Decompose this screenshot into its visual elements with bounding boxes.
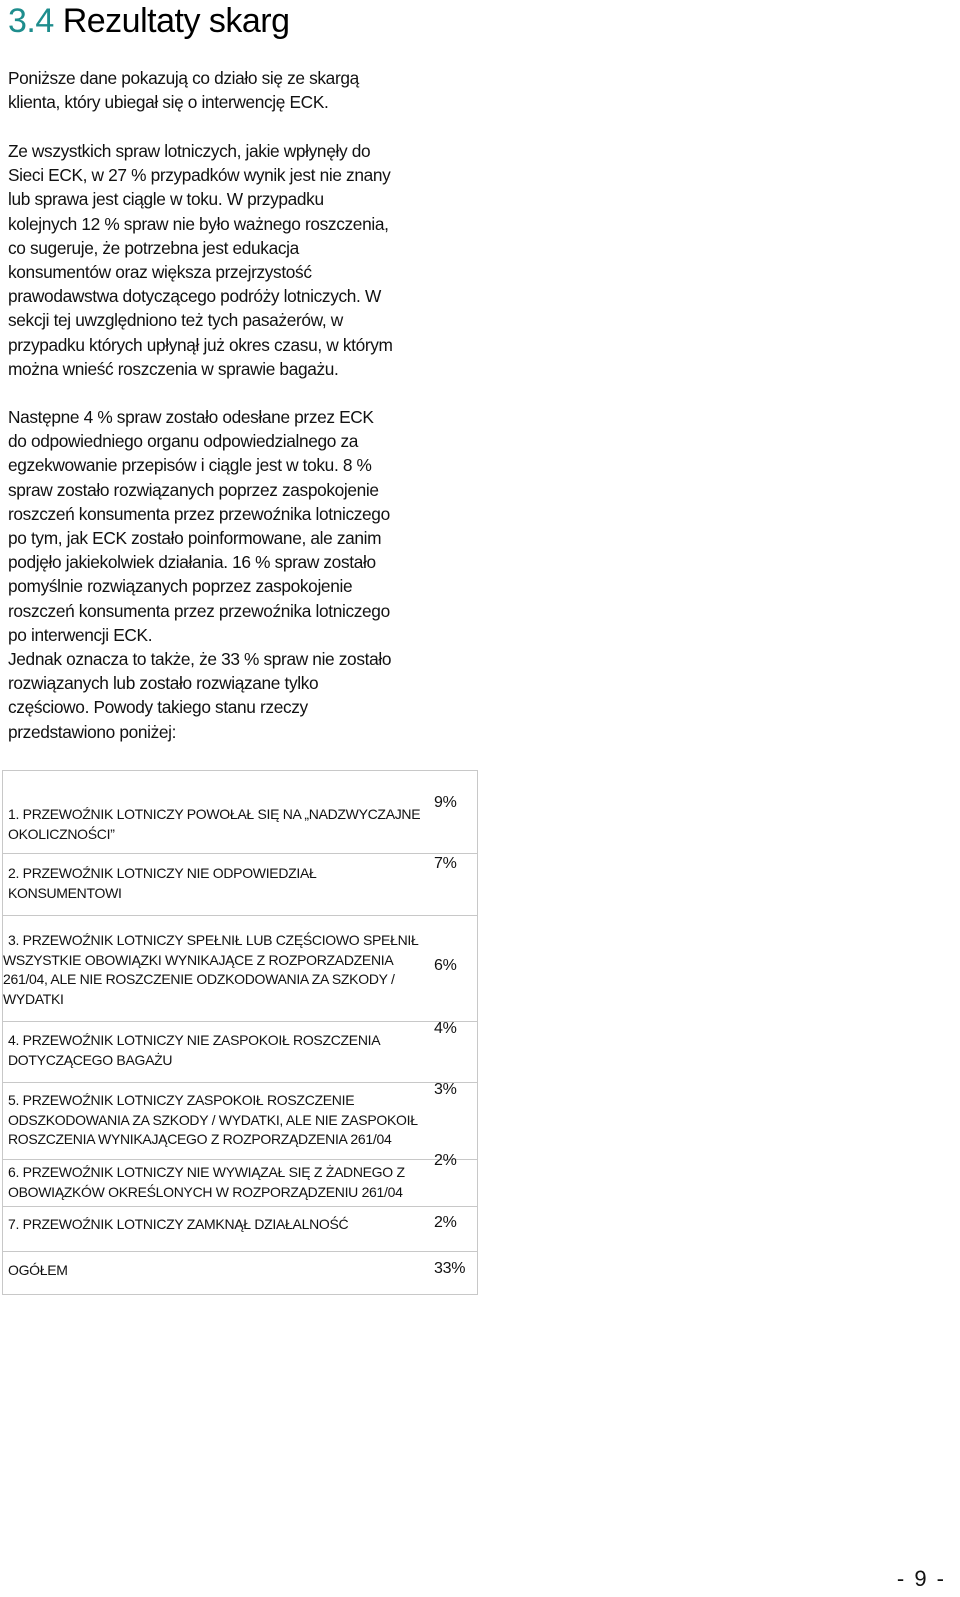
paragraph-line: można wnieść roszczenia w sprawie bagażu. [8, 358, 339, 379]
table-total-percent: 33% [434, 1260, 466, 1277]
table-row-reason [8, 805, 420, 844]
row-divider [3, 915, 477, 916]
table-row-reason [8, 1031, 380, 1070]
paragraph-line: przedstawiono poniżej: [8, 721, 177, 742]
reason-line: DOTYCZĄCEGO BAGAŻU [8, 1051, 173, 1068]
paragraph-line: Sieci ECK, w 27 % przypadków wynik jest nie znany [8, 165, 391, 186]
reason-line: ROSZCZENIA WYNIKAJĄCEGO Z ROZPORZĄDZENIA 261/04 [8, 1131, 392, 1147]
row-divider [3, 1082, 477, 1083]
table-row-reason [8, 1215, 348, 1235]
reason-line: OKOLICZNOŚCI” [8, 825, 115, 842]
unknown-outcome-paragraph [8, 139, 393, 381]
paragraph-line: do odpowiedniego organu odpowiedzialnego za [8, 431, 359, 452]
reason-line: 5. PRZEWOŹNIK LOTNICZY ZASPOKOIŁ ROSZCZENIE [8, 1092, 355, 1108]
page-number: - 9 - [896, 1566, 946, 1591]
table-row-percent: 2% [434, 1152, 457, 1169]
page-heading [8, 2, 290, 41]
reason-line: 3. PRZEWOŹNIK LOTNICZY SPEŁNIŁ LUB CZĘŚCIOWO SPEŁNIŁ [8, 932, 419, 948]
reason-line: 261/04, ALE NIE ROSZCZENIE ODZKODOWANIA ZA SZKODY / [3, 971, 395, 987]
paragraph-line: częściowo. Powody takiego stanu rzeczy [8, 697, 308, 718]
heading-title: Rezultaty skarg [62, 2, 290, 40]
table-row-percent: 7% [434, 855, 457, 872]
paragraph-line: Ze wszystkich spraw lotniczych, jakie wpłynęły do [8, 141, 371, 161]
table-row-percent: 9% [434, 794, 457, 811]
paragraph-line: kolejnych 12 % spraw nie było ważnego roszczenia, [8, 213, 389, 234]
paragraph-line: spraw zostało rozwiązanych poprzez zaspokojenie [8, 479, 379, 500]
paragraph-line: przypadku których upłynął już okres czasu, w którym [8, 334, 393, 355]
table-row-percent: 3% [434, 1081, 457, 1098]
reasons-table [2, 770, 478, 1295]
paragraph-line: podjęło jakiekolwiek działania. 16 % spraw zostało [8, 552, 376, 573]
paragraph-line: po tym, jak ECK zostało poinformowane, ale zanim [8, 528, 382, 549]
paragraph-line: roszczeń konsumenta przez przewoźnika lotniczego [8, 600, 390, 621]
row-divider [3, 1251, 477, 1252]
paragraph-line: Poniższe dane pokazują co działo się ze skargą [8, 68, 359, 88]
reason-line: KONSUMENTOWI [8, 884, 122, 901]
reason-line: WSZYSTKIE OBOWIĄZKI WYNIKAJĄCE Z ROZPORZADZENIA [3, 951, 394, 968]
row-divider [3, 853, 477, 854]
paragraph-line: po interwencji ECK. [8, 624, 153, 645]
paragraph-line: egzekwowanie przepisów i ciągle jest w toku. 8 % [8, 455, 372, 476]
reason-line: OBOWIĄZKÓW OKREŚLONYCH W ROZPORZĄDZENIU 261/04 [8, 1183, 403, 1200]
table-row-reason [8, 864, 317, 903]
paragraph-line: Jednak oznacza to także, że 33 % spraw nie zostało [8, 649, 392, 670]
paragraph-line: Następne 4 % spraw zostało odesłane przez ECK [8, 407, 374, 427]
table-row-reason [8, 1091, 418, 1150]
table-row-percent: 2% [434, 1214, 457, 1231]
heading-number: 3.4 [8, 2, 54, 40]
row-divider [3, 1206, 477, 1207]
paragraph-line: roszczeń konsumenta przez przewoźnika lotniczego [8, 503, 390, 524]
paragraph-line: co sugeruje, że potrzebna jest edukacja [8, 237, 299, 258]
reason-line: 2. PRZEWOŹNIK LOTNICZY NIE ODPOWIEDZIAŁ [8, 865, 317, 881]
paragraph-line: pomyślnie rozwiązanych poprzez zaspokojenie [8, 576, 353, 597]
reason-line: 6. PRZEWOŹNIK LOTNICZY NIE WYWIĄZAŁ SIĘ Z ŻADNEGO Z [8, 1164, 405, 1180]
paragraph-line: prawodawstwa dotyczącego podróży lotniczych. W [8, 286, 381, 307]
paragraph-line: klienta, który ubiegał się o interwencję ECK. [8, 92, 329, 113]
paragraph-line: lub sprawa jest ciągle w toku. W przypadku [8, 189, 324, 210]
paragraph-line: sekcji tej uwzględniono też tych pasażerów, w [8, 310, 343, 331]
reason-line: WYDATKI [3, 990, 64, 1007]
table-row-reason [8, 1163, 405, 1202]
table-row-percent: 6% [434, 957, 457, 974]
paragraph-line: konsumentów oraz większa przejrzystość [8, 262, 312, 283]
table-total-label [8, 1261, 68, 1281]
paragraph-line: rozwiązanych lub zostało rozwiązane tylko [8, 673, 319, 694]
reason-line: ODSZKODOWANIA ZA SZKODY / WYDATKI, ALE NIE ZASPOKOIŁ [8, 1111, 418, 1128]
row-divider [3, 1021, 477, 1022]
intro-paragraph [8, 66, 359, 114]
reason-line: OGÓŁEM [8, 1262, 68, 1278]
row-divider [3, 1159, 477, 1160]
resolution-paragraph [8, 405, 391, 744]
table-row-reason [3, 931, 418, 1009]
reason-line: 7. PRZEWOŹNIK LOTNICZY ZAMKNĄŁ DZIAŁALNOŚĆ [8, 1216, 349, 1232]
table-row-percent: 4% [434, 1020, 457, 1037]
reason-line: 1. PRZEWOŹNIK LOTNICZY POWOŁAŁ SIĘ NA „NADZWYCZAJNE [8, 806, 421, 822]
reason-line: 4. PRZEWOŹNIK LOTNICZY NIE ZASPOKOIŁ ROSZCZENIA [8, 1032, 381, 1048]
